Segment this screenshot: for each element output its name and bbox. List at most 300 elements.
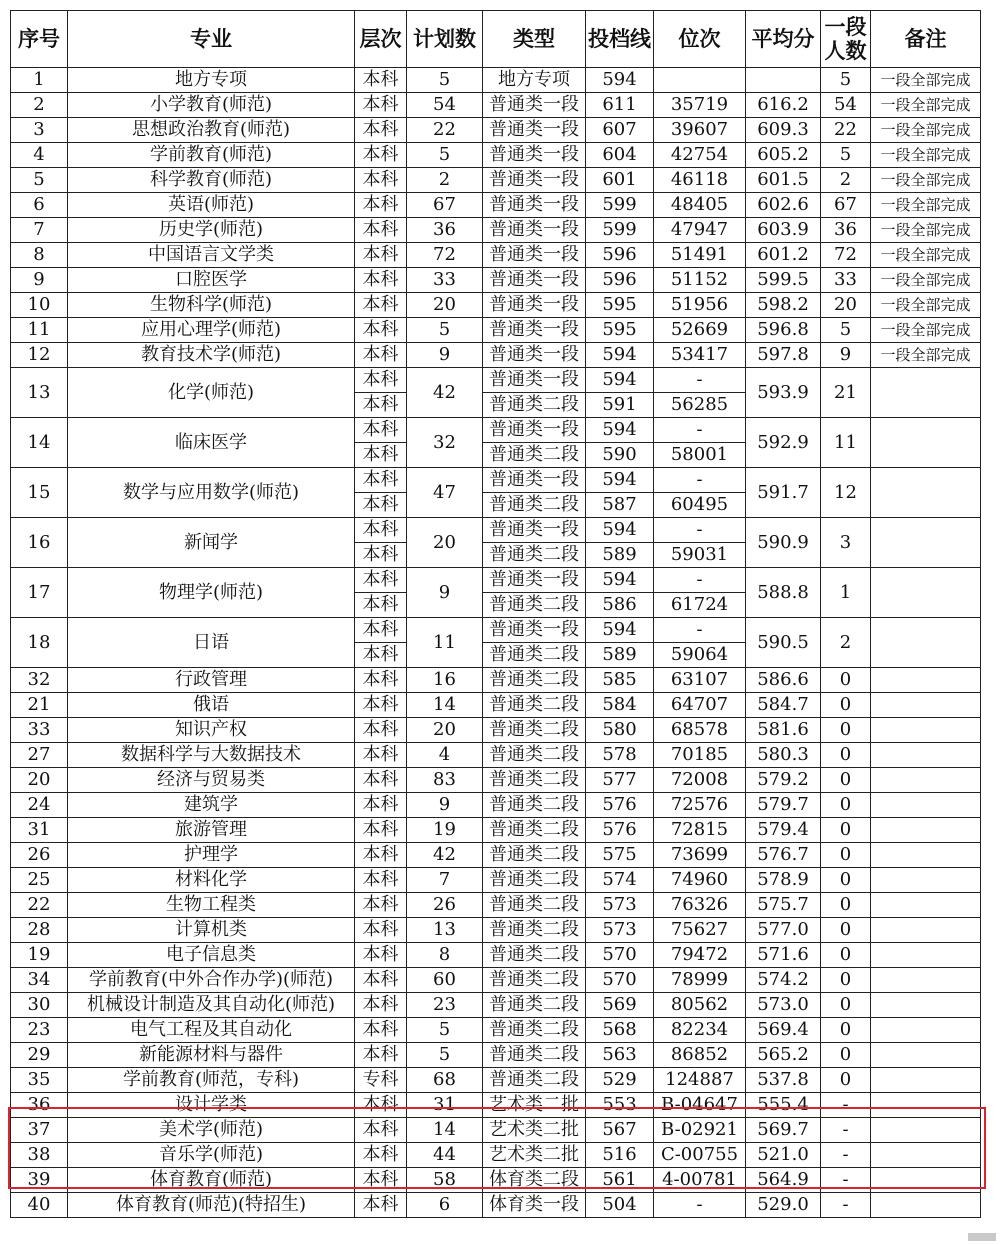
type-cell: 普通类二段 bbox=[483, 643, 586, 668]
index-cell: 25 bbox=[11, 868, 68, 893]
remark-cell bbox=[871, 1143, 981, 1168]
rank-cell: 53417 bbox=[654, 343, 746, 368]
col-level-header: 层次 bbox=[355, 11, 407, 68]
average-cell: 592.9 bbox=[746, 418, 821, 468]
major-cell: 生物工程类 bbox=[68, 893, 355, 918]
table-row bbox=[11, 293, 981, 318]
remark-cell: 一段全部完成 bbox=[871, 143, 981, 168]
first-count-cell: - bbox=[821, 1168, 871, 1193]
major-cell: 中国语言文学类 bbox=[68, 243, 355, 268]
average-cell: 537.8 bbox=[746, 1068, 821, 1093]
major-cell: 数学与应用数学(师范) bbox=[68, 468, 355, 518]
rank-cell: 51956 bbox=[654, 293, 746, 318]
level-cell: 本科 bbox=[355, 1043, 407, 1068]
first-count-cell: 9 bbox=[821, 343, 871, 368]
rank-cell: 46118 bbox=[654, 168, 746, 193]
average-cell: 603.9 bbox=[746, 218, 821, 243]
header-row bbox=[11, 11, 981, 68]
index-cell: 14 bbox=[11, 418, 68, 468]
type-cell: 普通类二段 bbox=[483, 768, 586, 793]
plan-cell: 54 bbox=[407, 93, 483, 118]
first-count-cell: 0 bbox=[821, 818, 871, 843]
average-cell: 564.9 bbox=[746, 1168, 821, 1193]
plan-cell: 22 bbox=[407, 118, 483, 143]
type-cell: 普通类二段 bbox=[483, 943, 586, 968]
plan-cell: 33 bbox=[407, 268, 483, 293]
type-cell: 普通类二段 bbox=[483, 443, 586, 468]
remark-cell bbox=[871, 793, 981, 818]
index-cell: 21 bbox=[11, 693, 68, 718]
col-average-header: 平均分 bbox=[746, 11, 821, 68]
major-cell: 机械设计制造及其自动化(师范) bbox=[68, 993, 355, 1018]
table-row bbox=[11, 668, 981, 693]
type-cell: 普通类二段 bbox=[483, 818, 586, 843]
cutoff-cell: 576 bbox=[586, 818, 654, 843]
rank-cell: C-00755 bbox=[654, 1143, 746, 1168]
type-cell: 普通类二段 bbox=[483, 543, 586, 568]
index-cell: 35 bbox=[11, 1068, 68, 1093]
plan-cell: 31 bbox=[407, 1093, 483, 1118]
table-row bbox=[11, 568, 981, 593]
cutoff-cell: 570 bbox=[586, 943, 654, 968]
index-cell: 32 bbox=[11, 668, 68, 693]
index-cell: 15 bbox=[11, 468, 68, 518]
remark-cell: 一段全部完成 bbox=[871, 193, 981, 218]
major-cell: 计算机类 bbox=[68, 918, 355, 943]
cutoff-cell: 569 bbox=[586, 993, 654, 1018]
table-row bbox=[11, 943, 981, 968]
major-cell: 学前教育(师范) bbox=[68, 143, 355, 168]
cutoff-cell: 591 bbox=[586, 393, 654, 418]
remark-cell: 一段全部完成 bbox=[871, 168, 981, 193]
rank-cell: 124887 bbox=[654, 1068, 746, 1093]
remark-cell: 一段全部完成 bbox=[871, 268, 981, 293]
remark-cell bbox=[871, 818, 981, 843]
rank-cell: - bbox=[654, 568, 746, 593]
type-cell: 普通类一段 bbox=[483, 343, 586, 368]
index-cell: 28 bbox=[11, 918, 68, 943]
remark-cell bbox=[871, 743, 981, 768]
rank-cell: 39607 bbox=[654, 118, 746, 143]
first-count-cell: - bbox=[821, 1118, 871, 1143]
table-row bbox=[11, 768, 981, 793]
type-cell: 普通类一段 bbox=[483, 518, 586, 543]
level-cell: 本科 bbox=[355, 218, 407, 243]
remark-cell bbox=[871, 1168, 981, 1193]
table-row bbox=[11, 1143, 981, 1168]
major-cell: 音乐学(师范) bbox=[68, 1143, 355, 1168]
type-cell: 体育类二段 bbox=[483, 1168, 586, 1193]
type-cell: 普通类二段 bbox=[483, 718, 586, 743]
remark-cell bbox=[871, 418, 981, 468]
table-row bbox=[11, 418, 981, 443]
type-cell: 艺术类二批 bbox=[483, 1118, 586, 1143]
remark-cell bbox=[871, 893, 981, 918]
table-row bbox=[11, 468, 981, 493]
admission-table bbox=[10, 10, 981, 1218]
type-cell: 普通类一段 bbox=[483, 468, 586, 493]
average-cell: 579.7 bbox=[746, 793, 821, 818]
index-cell: 7 bbox=[11, 218, 68, 243]
plan-cell: 67 bbox=[407, 193, 483, 218]
plan-cell: 42 bbox=[407, 368, 483, 418]
average-cell: 569.7 bbox=[746, 1118, 821, 1143]
rank-cell: - bbox=[654, 418, 746, 443]
remark-cell bbox=[871, 718, 981, 743]
table-row bbox=[11, 1043, 981, 1068]
major-cell: 口腔医学 bbox=[68, 268, 355, 293]
first-count-cell: 0 bbox=[821, 943, 871, 968]
type-cell: 艺术类二批 bbox=[483, 1093, 586, 1118]
plan-cell: 72 bbox=[407, 243, 483, 268]
level-cell: 本科 bbox=[355, 443, 407, 468]
remark-cell bbox=[871, 868, 981, 893]
cutoff-cell: 561 bbox=[586, 1168, 654, 1193]
first-count-cell: 0 bbox=[821, 1018, 871, 1043]
type-cell: 普通类二段 bbox=[483, 593, 586, 618]
type-cell: 普通类二段 bbox=[483, 1018, 586, 1043]
level-cell: 本科 bbox=[355, 418, 407, 443]
level-cell: 本科 bbox=[355, 1018, 407, 1043]
average-cell: 598.2 bbox=[746, 293, 821, 318]
first-count-cell: 1 bbox=[821, 568, 871, 618]
major-cell: 电气工程及其自动化 bbox=[68, 1018, 355, 1043]
plan-cell: 42 bbox=[407, 843, 483, 868]
index-cell: 9 bbox=[11, 268, 68, 293]
rank-cell: 4-00781 bbox=[654, 1168, 746, 1193]
table-row bbox=[11, 993, 981, 1018]
plan-cell: 19 bbox=[407, 818, 483, 843]
major-cell: 英语(师范) bbox=[68, 193, 355, 218]
level-cell: 本科 bbox=[355, 193, 407, 218]
cutoff-cell: 516 bbox=[586, 1143, 654, 1168]
first-count-cell: 2 bbox=[821, 618, 871, 668]
average-cell: 580.3 bbox=[746, 743, 821, 768]
level-cell: 本科 bbox=[355, 343, 407, 368]
plan-cell: 47 bbox=[407, 468, 483, 518]
level-cell: 本科 bbox=[355, 168, 407, 193]
first-count-cell: 22 bbox=[821, 118, 871, 143]
type-cell: 普通类二段 bbox=[483, 968, 586, 993]
level-cell: 本科 bbox=[355, 568, 407, 593]
remark-cell bbox=[871, 843, 981, 868]
average-cell: 584.7 bbox=[746, 693, 821, 718]
first-count-cell: 0 bbox=[821, 1068, 871, 1093]
first-count-cell: 36 bbox=[821, 218, 871, 243]
average-cell: 601.2 bbox=[746, 243, 821, 268]
plan-cell: 36 bbox=[407, 218, 483, 243]
major-cell: 日语 bbox=[68, 618, 355, 668]
level-cell: 本科 bbox=[355, 843, 407, 868]
remark-cell bbox=[871, 1118, 981, 1143]
type-cell: 普通类二段 bbox=[483, 993, 586, 1018]
average-cell: 596.8 bbox=[746, 318, 821, 343]
rank-cell: 74960 bbox=[654, 868, 746, 893]
table-row bbox=[11, 818, 981, 843]
table-row bbox=[11, 68, 981, 93]
rank-cell: 76326 bbox=[654, 893, 746, 918]
average-cell: 569.4 bbox=[746, 1018, 821, 1043]
rank-cell: 47947 bbox=[654, 218, 746, 243]
cutoff-cell: 584 bbox=[586, 693, 654, 718]
cutoff-cell: 573 bbox=[586, 893, 654, 918]
cutoff-cell: 580 bbox=[586, 718, 654, 743]
table-row bbox=[11, 1018, 981, 1043]
table-row bbox=[11, 868, 981, 893]
level-cell: 本科 bbox=[355, 318, 407, 343]
rank-cell: 51491 bbox=[654, 243, 746, 268]
level-cell: 本科 bbox=[355, 643, 407, 668]
remark-cell: 一段全部完成 bbox=[871, 68, 981, 93]
major-cell: 物理学(师范) bbox=[68, 568, 355, 618]
first-count-cell: 54 bbox=[821, 93, 871, 118]
plan-cell: 14 bbox=[407, 1118, 483, 1143]
first-count-cell: 21 bbox=[821, 368, 871, 418]
first-count-cell: 0 bbox=[821, 668, 871, 693]
table-row bbox=[11, 93, 981, 118]
rank-cell: 48405 bbox=[654, 193, 746, 218]
plan-cell: 9 bbox=[407, 343, 483, 368]
table-row bbox=[11, 143, 981, 168]
index-cell: 37 bbox=[11, 1118, 68, 1143]
plan-cell: 44 bbox=[407, 1143, 483, 1168]
cutoff-cell: 599 bbox=[586, 218, 654, 243]
average-cell: 590.5 bbox=[746, 618, 821, 668]
cutoff-cell: 604 bbox=[586, 143, 654, 168]
remark-cell bbox=[871, 993, 981, 1018]
first-count-cell: 0 bbox=[821, 743, 871, 768]
major-cell: 建筑学 bbox=[68, 793, 355, 818]
average-cell: 602.6 bbox=[746, 193, 821, 218]
index-cell: 31 bbox=[11, 818, 68, 843]
rank-cell: 86852 bbox=[654, 1043, 746, 1068]
cutoff-cell: 590 bbox=[586, 443, 654, 468]
average-cell: 577.0 bbox=[746, 918, 821, 943]
rank-cell: 79472 bbox=[654, 943, 746, 968]
cutoff-cell: 563 bbox=[586, 1043, 654, 1068]
cutoff-cell: 594 bbox=[586, 518, 654, 543]
rank-cell: 51152 bbox=[654, 268, 746, 293]
major-cell: 临床医学 bbox=[68, 418, 355, 468]
cutoff-cell: 577 bbox=[586, 768, 654, 793]
type-cell: 普通类二段 bbox=[483, 1068, 586, 1093]
rank-cell: 56285 bbox=[654, 393, 746, 418]
level-cell: 本科 bbox=[355, 393, 407, 418]
first-count-cell: 5 bbox=[821, 318, 871, 343]
level-cell: 本科 bbox=[355, 143, 407, 168]
table-row bbox=[11, 1168, 981, 1193]
remark-cell: 一段全部完成 bbox=[871, 343, 981, 368]
rank-cell: 73699 bbox=[654, 843, 746, 868]
first-count-cell: 0 bbox=[821, 893, 871, 918]
first-count-cell: 0 bbox=[821, 968, 871, 993]
index-cell: 20 bbox=[11, 768, 68, 793]
first-count-cell: 0 bbox=[821, 868, 871, 893]
rank-cell: 59031 bbox=[654, 543, 746, 568]
level-cell: 本科 bbox=[355, 768, 407, 793]
index-cell: 29 bbox=[11, 1043, 68, 1068]
first-count-cell: 0 bbox=[821, 718, 871, 743]
index-cell: 17 bbox=[11, 568, 68, 618]
cutoff-cell: 594 bbox=[586, 418, 654, 443]
type-cell: 普通类二段 bbox=[483, 393, 586, 418]
cutoff-cell: 553 bbox=[586, 1093, 654, 1118]
index-cell: 38 bbox=[11, 1143, 68, 1168]
plan-cell: 58 bbox=[407, 1168, 483, 1193]
table-row bbox=[11, 268, 981, 293]
level-cell: 本科 bbox=[355, 543, 407, 568]
table-row bbox=[11, 1093, 981, 1118]
cutoff-cell: 595 bbox=[586, 293, 654, 318]
major-cell: 行政管理 bbox=[68, 668, 355, 693]
remark-cell: 一段全部完成 bbox=[871, 118, 981, 143]
level-cell: 本科 bbox=[355, 1168, 407, 1193]
col-plan-header: 计划数 bbox=[407, 11, 483, 68]
remark-cell: 一段全部完成 bbox=[871, 293, 981, 318]
level-cell: 本科 bbox=[355, 468, 407, 493]
first-count-cell: 20 bbox=[821, 293, 871, 318]
first-count-cell: 0 bbox=[821, 793, 871, 818]
plan-cell: 6 bbox=[407, 1193, 483, 1218]
table-row bbox=[11, 968, 981, 993]
level-cell: 本科 bbox=[355, 268, 407, 293]
remark-cell bbox=[871, 943, 981, 968]
level-cell: 本科 bbox=[355, 1143, 407, 1168]
major-cell: 材料化学 bbox=[68, 868, 355, 893]
type-cell: 普通类二段 bbox=[483, 793, 586, 818]
cutoff-cell: 504 bbox=[586, 1193, 654, 1218]
plan-cell: 23 bbox=[407, 993, 483, 1018]
major-cell: 设计学类 bbox=[68, 1093, 355, 1118]
major-cell: 旅游管理 bbox=[68, 818, 355, 843]
index-cell: 13 bbox=[11, 368, 68, 418]
cutoff-cell: 594 bbox=[586, 368, 654, 393]
index-cell: 12 bbox=[11, 343, 68, 368]
first-count-cell: - bbox=[821, 1093, 871, 1118]
plan-cell: 83 bbox=[407, 768, 483, 793]
level-cell: 本科 bbox=[355, 118, 407, 143]
remark-cell bbox=[871, 1193, 981, 1218]
plan-cell: 20 bbox=[407, 293, 483, 318]
first-count-cell: 0 bbox=[821, 768, 871, 793]
type-cell: 艺术类二批 bbox=[483, 1143, 586, 1168]
first-count-cell: 0 bbox=[821, 993, 871, 1018]
cutoff-cell: 601 bbox=[586, 168, 654, 193]
major-cell: 学前教育(师范，专科) bbox=[68, 1068, 355, 1093]
cutoff-cell: 594 bbox=[586, 343, 654, 368]
level-cell: 本科 bbox=[355, 1093, 407, 1118]
average-cell: 593.9 bbox=[746, 368, 821, 418]
major-cell: 体育教育(师范)(特招生) bbox=[68, 1193, 355, 1218]
table-row bbox=[11, 1118, 981, 1143]
remark-cell bbox=[871, 368, 981, 418]
average-cell: 601.5 bbox=[746, 168, 821, 193]
index-cell: 4 bbox=[11, 143, 68, 168]
index-cell: 34 bbox=[11, 968, 68, 993]
cutoff-cell: 589 bbox=[586, 543, 654, 568]
rank-cell: 72008 bbox=[654, 768, 746, 793]
index-cell: 18 bbox=[11, 618, 68, 668]
level-cell: 本科 bbox=[355, 368, 407, 393]
type-cell: 普通类一段 bbox=[483, 118, 586, 143]
table-row bbox=[11, 618, 981, 643]
remark-cell bbox=[871, 1093, 981, 1118]
remark-cell bbox=[871, 693, 981, 718]
cutoff-cell: 594 bbox=[586, 68, 654, 93]
cutoff-cell: 599 bbox=[586, 193, 654, 218]
level-cell: 本科 bbox=[355, 818, 407, 843]
remark-cell bbox=[871, 518, 981, 568]
level-cell: 本科 bbox=[355, 893, 407, 918]
rank-cell: 58001 bbox=[654, 443, 746, 468]
rank-cell: 61724 bbox=[654, 593, 746, 618]
rank-cell: 35719 bbox=[654, 93, 746, 118]
type-cell: 普通类一段 bbox=[483, 193, 586, 218]
remark-cell bbox=[871, 668, 981, 693]
level-cell: 本科 bbox=[355, 1193, 407, 1218]
cutoff-cell: 607 bbox=[586, 118, 654, 143]
plan-cell: 4 bbox=[407, 743, 483, 768]
table-row bbox=[11, 193, 981, 218]
first-count-cell: 0 bbox=[821, 843, 871, 868]
remark-cell bbox=[871, 618, 981, 668]
type-cell: 普通类一段 bbox=[483, 143, 586, 168]
index-cell: 6 bbox=[11, 193, 68, 218]
rank-cell: - bbox=[654, 368, 746, 393]
type-cell: 普通类二段 bbox=[483, 868, 586, 893]
plan-cell: 16 bbox=[407, 668, 483, 693]
major-cell: 化学(师范) bbox=[68, 368, 355, 418]
cutoff-cell: 594 bbox=[586, 468, 654, 493]
type-cell: 普通类一段 bbox=[483, 568, 586, 593]
type-cell: 普通类二段 bbox=[483, 893, 586, 918]
cutoff-cell: 578 bbox=[586, 743, 654, 768]
major-cell: 地方专项 bbox=[68, 68, 355, 93]
remark-cell bbox=[871, 568, 981, 618]
major-cell: 新能源材料与器件 bbox=[68, 1043, 355, 1068]
average-cell: 609.3 bbox=[746, 118, 821, 143]
type-cell: 普通类二段 bbox=[483, 493, 586, 518]
rank-cell: B-02921 bbox=[654, 1118, 746, 1143]
rank-cell: 82234 bbox=[654, 1018, 746, 1043]
table-row bbox=[11, 368, 981, 393]
major-cell: 数据科学与大数据技术 bbox=[68, 743, 355, 768]
major-cell: 学前教育(中外合作办学)(师范) bbox=[68, 968, 355, 993]
average-cell: 586.6 bbox=[746, 668, 821, 693]
major-cell: 科学教育(师范) bbox=[68, 168, 355, 193]
index-cell: 11 bbox=[11, 318, 68, 343]
type-cell: 普通类二段 bbox=[483, 743, 586, 768]
plan-cell: 13 bbox=[407, 918, 483, 943]
remark-cell: 一段全部完成 bbox=[871, 243, 981, 268]
level-cell: 本科 bbox=[355, 518, 407, 543]
first-count-cell: 12 bbox=[821, 468, 871, 518]
plan-cell: 20 bbox=[407, 518, 483, 568]
index-cell: 36 bbox=[11, 1093, 68, 1118]
col-index-header: 序号 bbox=[11, 11, 68, 68]
type-cell: 普通类一段 bbox=[483, 218, 586, 243]
plan-cell: 7 bbox=[407, 868, 483, 893]
cutoff-cell: 589 bbox=[586, 643, 654, 668]
rank-cell: 59064 bbox=[654, 643, 746, 668]
rank-cell: 72576 bbox=[654, 793, 746, 818]
rank-cell: - bbox=[654, 1193, 746, 1218]
index-cell: 16 bbox=[11, 518, 68, 568]
level-cell: 本科 bbox=[355, 293, 407, 318]
type-cell: 普通类一段 bbox=[483, 418, 586, 443]
type-cell: 普通类一段 bbox=[483, 293, 586, 318]
table-body bbox=[11, 68, 981, 1218]
